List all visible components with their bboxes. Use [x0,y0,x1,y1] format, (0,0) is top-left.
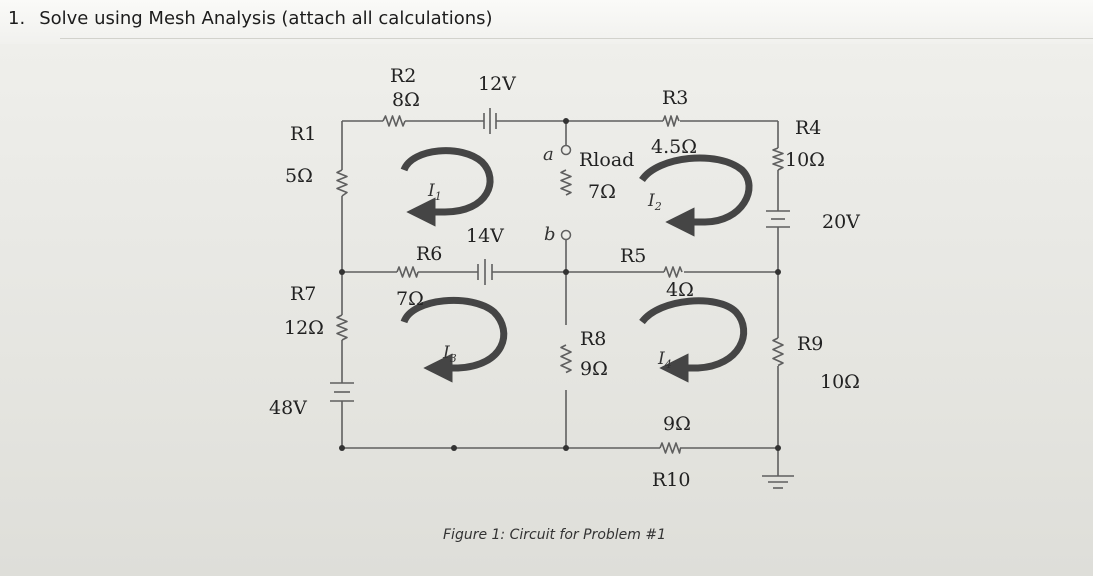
v14-label: 14V [466,225,504,247]
r5-value: 4Ω [666,279,694,301]
v12-label: 12V [478,73,516,95]
junction-dot [563,269,569,275]
r7-zigzag [337,315,347,340]
junction-dot [775,269,781,275]
r9-label: R9 [797,333,824,355]
junction-dot [451,445,457,451]
r1-label: R1 [290,123,317,145]
terminal-b [562,231,571,240]
r7-label: R7 [290,283,317,305]
junction-dot [339,445,345,451]
junction-dot [563,118,569,124]
r5-label: R5 [620,245,647,267]
r5-zigzag [664,267,682,277]
r7-value: 12Ω [284,317,324,339]
mesh-label-i1: $I_1$ [428,181,442,203]
r8-zigzag [561,345,571,373]
terminal-a [562,146,571,155]
r10-zigzag [660,443,681,453]
figure-caption: Figure 1: Circuit for Problem #1 [443,527,666,543]
junction-dot [775,445,781,451]
question-text: Solve using Mesh Analysis (attach all calculations) [39,8,493,29]
r3-label: R3 [662,87,689,109]
battery-14v [478,259,492,285]
question-number: 1. [8,8,26,29]
r4-label: R4 [795,117,822,139]
junction-dot [339,269,345,275]
r8-label: R8 [580,328,607,350]
v20-label: 20V [822,211,860,233]
rload-value: 7Ω [588,181,616,203]
r1-zigzag [337,170,347,196]
node-b-label: b [544,224,556,245]
rload-zigzag [561,170,571,195]
ground-icon [762,476,794,488]
mesh-label-i4: $I_4$ [658,349,672,371]
r4-value: 10Ω [785,149,825,171]
r2-label: R2 [390,65,417,87]
battery-48v [330,383,354,401]
r4-zigzag [773,148,783,170]
r9-value: 10Ω [820,371,860,393]
r8-value: 9Ω [580,358,608,380]
junction-dot [563,445,569,451]
r6-label: R6 [416,243,443,265]
battery-20v [766,211,790,227]
r3-value: 4.5Ω [651,136,697,158]
node-a-label: a [543,144,554,165]
r2-value: 8Ω [392,89,420,111]
r9-zigzag [773,338,783,366]
r3-zigzag [663,116,679,126]
r2-zigzag [383,116,405,126]
rload-label: Rload [579,149,635,171]
r6-value: 7Ω [396,288,424,310]
r1-value: 5Ω [285,165,313,187]
mesh-label-i2: $I_2$ [648,191,662,213]
v48-label: 48V [269,397,307,419]
r10-value: 9Ω [663,413,691,435]
r10-label: R10 [652,469,691,491]
r6-zigzag [397,267,418,277]
mesh-label-i3: $I_3$ [443,343,457,365]
mesh-arrow-i1 [404,151,490,212]
battery-12v [484,108,496,134]
